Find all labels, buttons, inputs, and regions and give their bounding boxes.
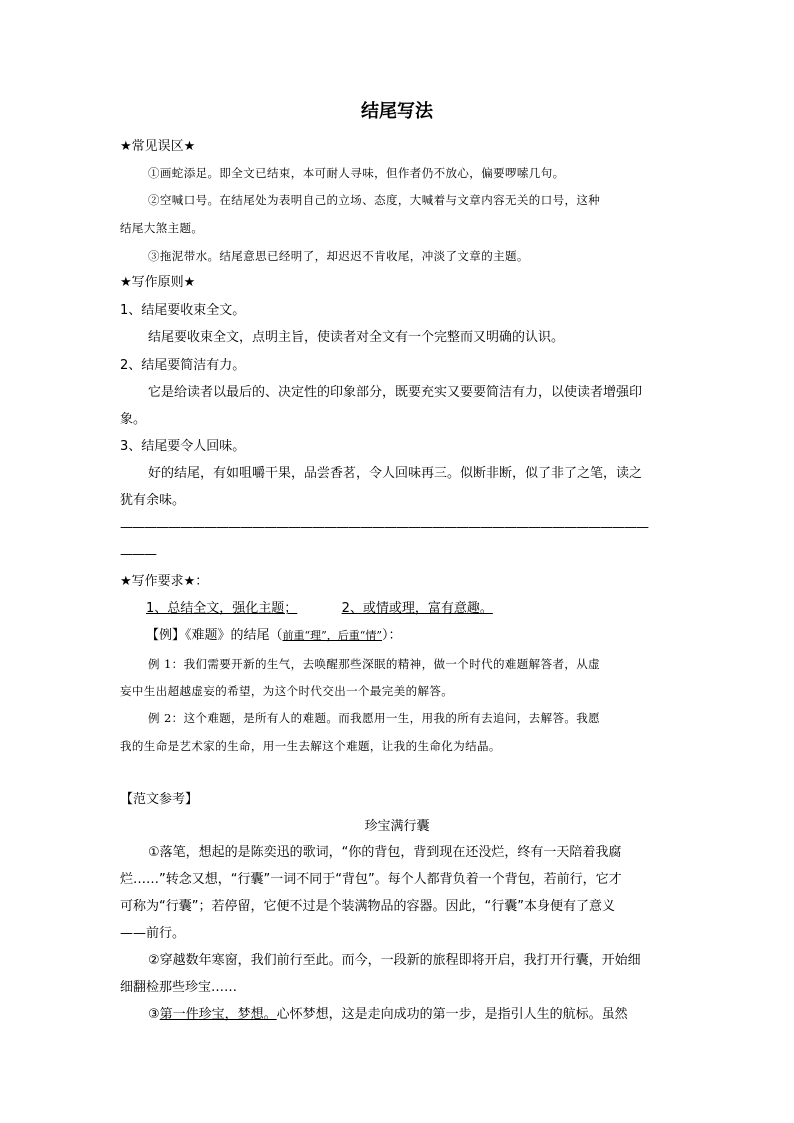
principle-heading-2: 2、结尾要简洁有力。 [120,358,246,373]
mistake-item-1: ①画蛇添足。即全文已结束，本可耐人寻味，但作者仍不放心，偏要啰嗦几句。 [148,166,565,180]
example-1-cont: 妄中生出超越虚妄的希望，为这个时代交出一个最完美的解答。 [120,684,454,698]
principle-heading-1: 1、结尾要收束全文。 [120,303,246,318]
principle-text-2: 它是给读者以最后的、决定性的印象部分，既要充实又要要简洁有力，以使读者增强印 [148,385,643,400]
essay-para-3-underlined: 第一件珍宝，梦想。 [159,1007,277,1022]
requirements-items [146,600,706,617]
requirement-1: 1、总结全文，强化主题； [146,601,298,616]
mistake-item-2: ②空喊口号。在结尾处为表明自己的立场、态度，大喊着与文章内容无关的口号，这种 [148,193,601,207]
essay-para-1-line-2: 烂……”转念又想，“行囊”一词不同于“背包”。每个人都背负着一个背包，若前行，它才 [120,872,622,887]
requirement-2: 2、或情或理，富有意趣。 [341,601,493,616]
mistakes-heading: ★常见误区★ [120,139,196,154]
divider-line: ———————————————————————————————————————————— [120,520,648,535]
example-2-cont: 我的生命是艺术家的生命，用一生去解这个难题，让我的生命化为结晶。 [120,739,501,753]
example-1: 例 1：我们需要开新的生气，去唤醒那些深眠的精神，做一个时代的难题解答者，从虚 [148,657,601,671]
document-title: 结尾写法 [361,101,433,122]
principle-text-3-cont: 犹有余味。 [120,493,186,508]
principles-heading: ★写作原则★ [120,275,196,290]
mistake-item-3: ③拖泥带水。结尾意思已经明了，却迟迟不肯收尾，冲淡了文章的主题。 [148,249,529,263]
mistake-item-2-cont: 结尾大煞主题。 [120,221,204,235]
example-prefix: 【例】《难题》的结尾（ [146,628,283,643]
example-2: 例 2：这个难题，是所有人的难题。而我愿用一生，用我的所有去追问，去解答。我愿 [148,711,601,725]
principle-text-2-cont: 象。 [120,412,147,427]
essay-para-3-text: 心怀梦想，这是走向成功的第一步，是指引人生的航标。虽然 [276,1007,628,1022]
principle-text-1: 结尾要收束全文，点明主旨，使读者对全文有一个完整而又明确的认识。 [148,330,565,345]
model-essay-title: 珍宝满行囊 [364,819,430,834]
example-suffix: ）： [382,628,402,643]
essay-para-3 [148,1006,708,1023]
example-heading [146,627,706,644]
essay-para-1-line-3: 可称为“行囊”；若停留，它便不过是个装满物品的容器。因此，“行囊”本身便有了意义 [120,899,615,914]
divider-line-cont: ——— [120,547,156,562]
essay-para-2-line-2: 细翻检那些珍宝…… [120,980,238,995]
model-essay-heading: 【范文参考】 [120,792,199,807]
requirements-heading: ★写作要求★： [120,574,209,589]
essay-para-3-number: ③ [148,1007,160,1022]
essay-para-1: ①落笔，想起的是陈奕迅的歌词，“你的背包，背到现在还没烂，终有一天陪着我腐 [148,845,622,860]
example-note: 前重“理”，后重“情” [282,629,383,642]
essay-para-1-line-4: ——前行。 [120,926,186,941]
essay-para-2: ②穿越数年寒窗，我们前行至此。而今，一段新的旅程即将开启，我打开行囊，开始细 [148,953,641,968]
principle-heading-3: 3、结尾要令人回味。 [120,439,246,454]
principle-text-3: 好的结尾，有如咀嚼干果，品尝香茗，令人回味再三。似断非断，似了非了之笔，读之 [148,466,643,481]
